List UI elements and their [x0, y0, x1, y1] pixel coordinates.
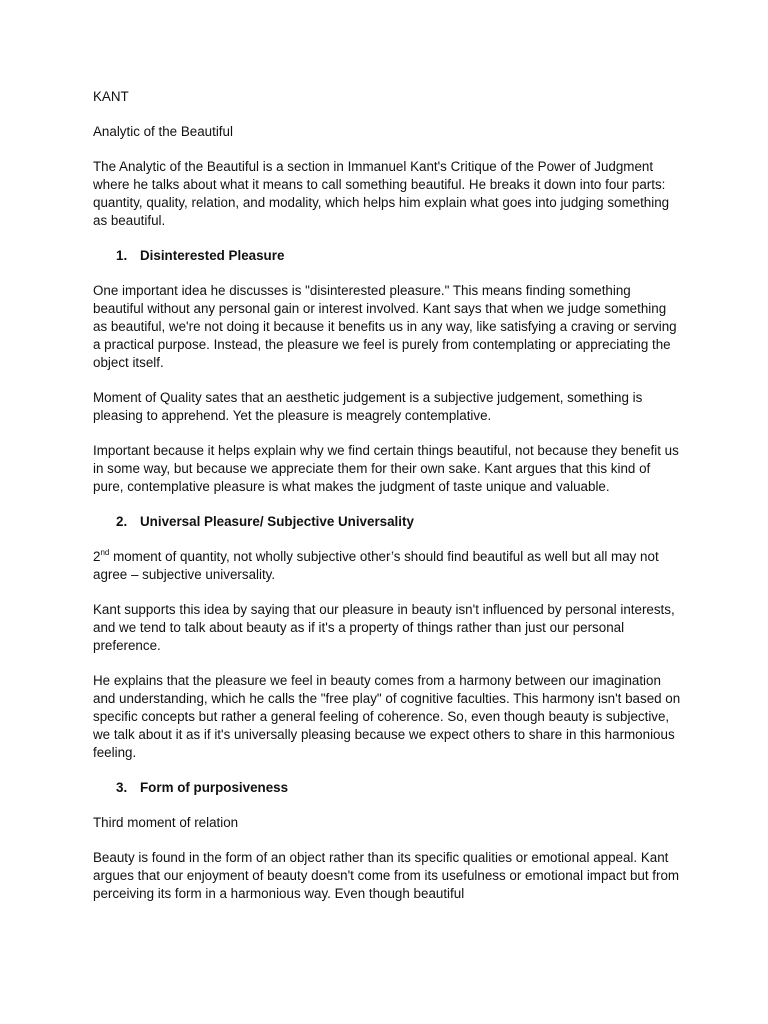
document-body — [93, 88, 683, 920]
section-number: 2. — [116, 514, 128, 529]
section-title: Disinterested Pleasure — [140, 248, 285, 263]
paragraph: Beauty is found in the form of an object rather than its specific qualities or emotional appeal. Kant argues that our enjoyment of beauty doesn't come from its usefulness or emotional impact but from perceiving its form in a harmonious way. Even though beautiful — [93, 850, 680, 901]
ordinal-suffix: nd — [100, 548, 110, 557]
section-title: Universal Pleasure/ Subjective Universality — [140, 514, 414, 529]
paragraph: Moment of Quality sates that an aesthetic judgement is a subjective judgement, something is pleasing to apprehend. Yet the pleasure is meagrely contemplative. — [93, 390, 643, 423]
ordinal-paragraph — [93, 548, 683, 584]
section-heading-2 — [93, 513, 683, 531]
document-title: KANT — [93, 89, 129, 104]
section-title: Form of purposiveness — [140, 780, 289, 795]
paragraph: He explains that the pleasure we feel in beauty comes from a harmony between our imagination and understanding, which he calls the "free play" of cognitive faculties. This harmony isn't based on specific concepts but rather a general feeling of coherence. So, even though beauty is subjective, we talk about it as if it's universally pleasing because we expect others to share in this harmonious feeling. — [93, 673, 681, 760]
document-subtitle: Analytic of the Beautiful — [93, 124, 233, 139]
ordinal-number: 2 — [93, 549, 101, 564]
paragraph: Kant supports this idea by saying that our pleasure in beauty isn't influenced by personal interests, and we tend to talk about beauty as if it's a property of things rather than just our personal preference. — [93, 602, 675, 653]
section-heading-3 — [93, 779, 683, 797]
ordinal-text: moment of quantity, not wholly subjective other’s should find beautiful as well but all may not agree – subjective universality. — [93, 549, 659, 582]
paragraph: Important because it helps explain why we find certain things beautiful, not because they benefit us in some way, but because we appreciate them for their own sake. Kant argues that this kind of pure, contemplative pleasure is what makes the judgment of taste unique and valuable. — [93, 443, 679, 494]
section-number: 1. — [116, 248, 128, 263]
intro-paragraph: The Analytic of the Beautiful is a section in Immanuel Kant's Critique of the Power of Judgment where he talks about what it means to call something beautiful. He breaks it down into four parts: quantity, quality, relation, and modality, which helps him explain what goes into judging something as beautiful. — [93, 159, 670, 228]
paragraph: One important idea he discusses is "disinterested pleasure." This means finding something beautiful without any personal gain or interest involved. Kant says that when we judge something as beautiful, we're not doing it because it benefits us in any way, like satisfying a craving or serving a practical purpose. Instead, the pleasure we feel is purely from contemplating or appreciating the object itself. — [93, 283, 677, 370]
paragraph: Third moment of relation — [93, 815, 239, 830]
section-number: 3. — [116, 780, 128, 795]
section-heading-1 — [93, 247, 683, 265]
